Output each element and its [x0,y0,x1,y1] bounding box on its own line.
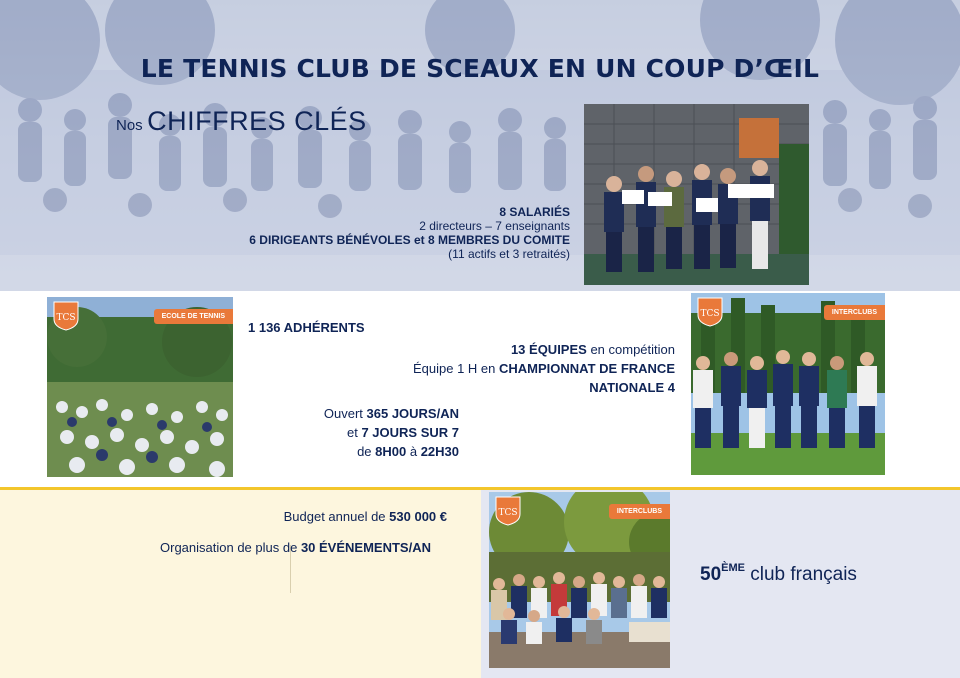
ranking-number: 50 [700,564,722,585]
budget-value: 530 000 € [389,509,447,524]
section-subtitle [116,106,367,137]
tcs-logo-icon [495,496,521,526]
logo-text: TCS [700,309,720,319]
subtitle-prefix: Nos [116,117,143,134]
open-to: 22H30 [420,444,459,459]
subtitle-main: CHIFFRES CLÉS [147,106,367,136]
events-stat [160,540,431,555]
budget-prefix: Budget annuel de [283,509,390,524]
et-word: et [346,425,362,440]
events-prefix: Organisation de plus de [160,540,301,555]
interclubs-badge-2: INTERCLUBS [609,504,670,519]
adherents-value: 1 136 ADHÉRENTS [248,320,365,335]
ecole-badge: ECOLE DE TENNIS [154,309,233,324]
ranking-stat [700,562,857,586]
teams-count: 13 ÉQUIPES [510,342,587,357]
interclubs-badge: INTERCLUBS [824,305,885,320]
open-prefix: Ouvert [323,406,367,421]
dirigeants-count: 6 DIRIGEANTS BÉNÉVOLES et 8 MEMBRES DU COMITE [249,233,570,247]
ranking-sup: ÈME [721,562,745,574]
teams-count-suffix: en compétition [586,342,675,357]
days-per-year: 365 JOURS/AN [366,406,459,421]
teams-stat [413,340,675,397]
ecole-tennis-photo [47,297,233,477]
days-per-week: 7 JOURS SUR 7 [361,425,459,440]
a-word: à [406,444,421,459]
page-title: LE TENNIS CLUB DE SCEAUX EN UN COUP D’ŒIL [140,54,820,83]
equipe-prefix: Équipe 1 H en [413,361,500,376]
logo-text: TCS [498,508,518,518]
de-word: de [357,444,376,459]
budget-stat [284,509,447,524]
team-photo [584,104,809,285]
interclubs-photo [691,293,885,475]
nationale-label: NATIONALE 4 [589,380,675,395]
championnat-label: CHAMPIONNAT DE FRANCE [499,361,675,376]
ranking-suffix: club français [744,564,857,585]
middle-band [0,291,960,487]
opening-hours [324,404,459,461]
open-from: 8H00 [375,444,407,459]
hero-band [0,0,960,291]
adherents-stat [248,318,365,337]
tcs-logo-icon [53,301,79,331]
salaries-detail: 2 directeurs – 7 enseignants [419,219,570,233]
staff-stats [249,205,570,261]
interclubs-group-photo [489,492,670,668]
logo-text: TCS [56,313,76,323]
tcs-logo-icon [697,297,723,327]
events-value: 30 ÉVÉNEMENTS/AN [300,540,431,555]
salaries-count: 8 SALARIÉS [499,205,570,219]
dirigeants-detail: (11 actifs et 3 retraités) [448,247,570,261]
